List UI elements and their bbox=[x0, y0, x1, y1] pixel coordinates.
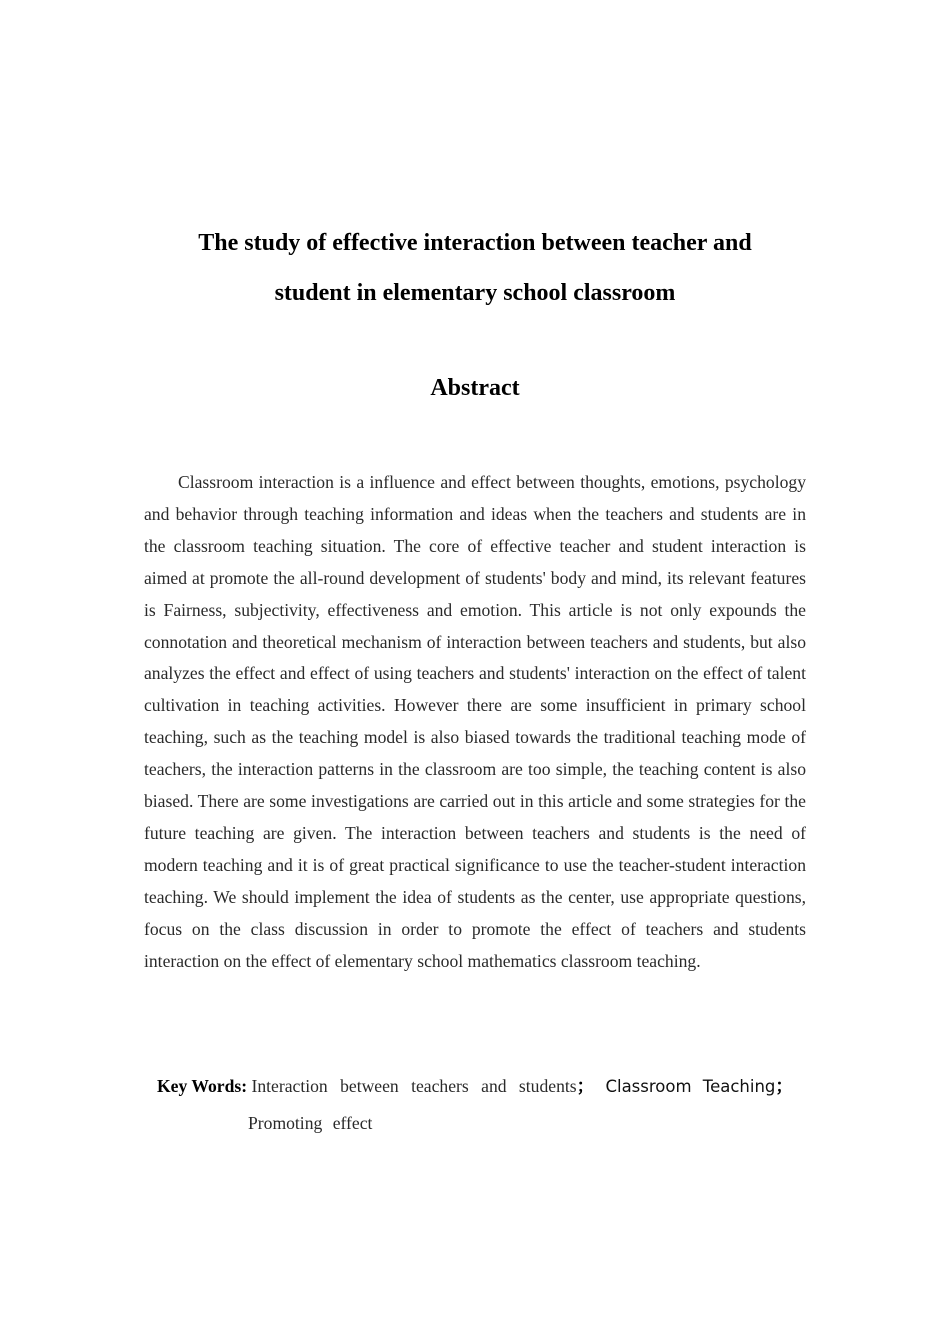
keywords-section bbox=[157, 1068, 797, 1142]
title-line-2: student in elementary school classroom bbox=[274, 280, 676, 306]
keyword-3: Promoting effect bbox=[248, 1113, 373, 1133]
abstract-heading: Abstract bbox=[430, 375, 520, 401]
keyword-1: Interaction between teachers and students bbox=[251, 1076, 577, 1096]
keywords-line-1 bbox=[157, 1068, 793, 1105]
keyword-separator: ； bbox=[775, 1076, 793, 1096]
keyword-separator: ； bbox=[576, 1076, 595, 1096]
title-line-1: The study of effective interaction between teacher and bbox=[198, 230, 752, 256]
abstract-body: Classroom interaction is a influence and effect between thoughts, emotions, psychology and behavior through teaching information and ideas when the teachers and students are in the classroom teaching situation. The core of effective teacher and student interaction is aimed at promote the all-round development of students' body and mind, its relevant features is Fairness, subjectivity, effectiveness and emotion. This article is not only expounds the connotation and theoretical mechanism of interaction between teachers and students, but also analyzes the effect and effect of using teachers and students' interaction on the effect of talent cultivation in teaching activities. However there are some insufficient in primary school teaching, such as the teaching model is also biased towards the traditional teaching mode of teachers, the interaction patterns in the classroom are too simple, the teaching content is also biased. There are some investigations are carried out in this article and some strategies for the future teaching are given. The interaction between teachers and students is the need of modern teaching and it is of great practical significance to use the teacher-student interaction teaching. We should implement the idea of students as the center, use appropriate questions, focus on the class discussion in order to promote the effect of teachers and students interaction on the effect of elementary school mathematics classroom teaching. bbox=[144, 472, 806, 971]
keywords-label: Key Words: bbox=[157, 1076, 248, 1096]
keywords-line-2 bbox=[157, 1105, 797, 1142]
paper-title bbox=[0, 218, 950, 318]
keyword-2: Classroom Teaching bbox=[605, 1077, 776, 1096]
